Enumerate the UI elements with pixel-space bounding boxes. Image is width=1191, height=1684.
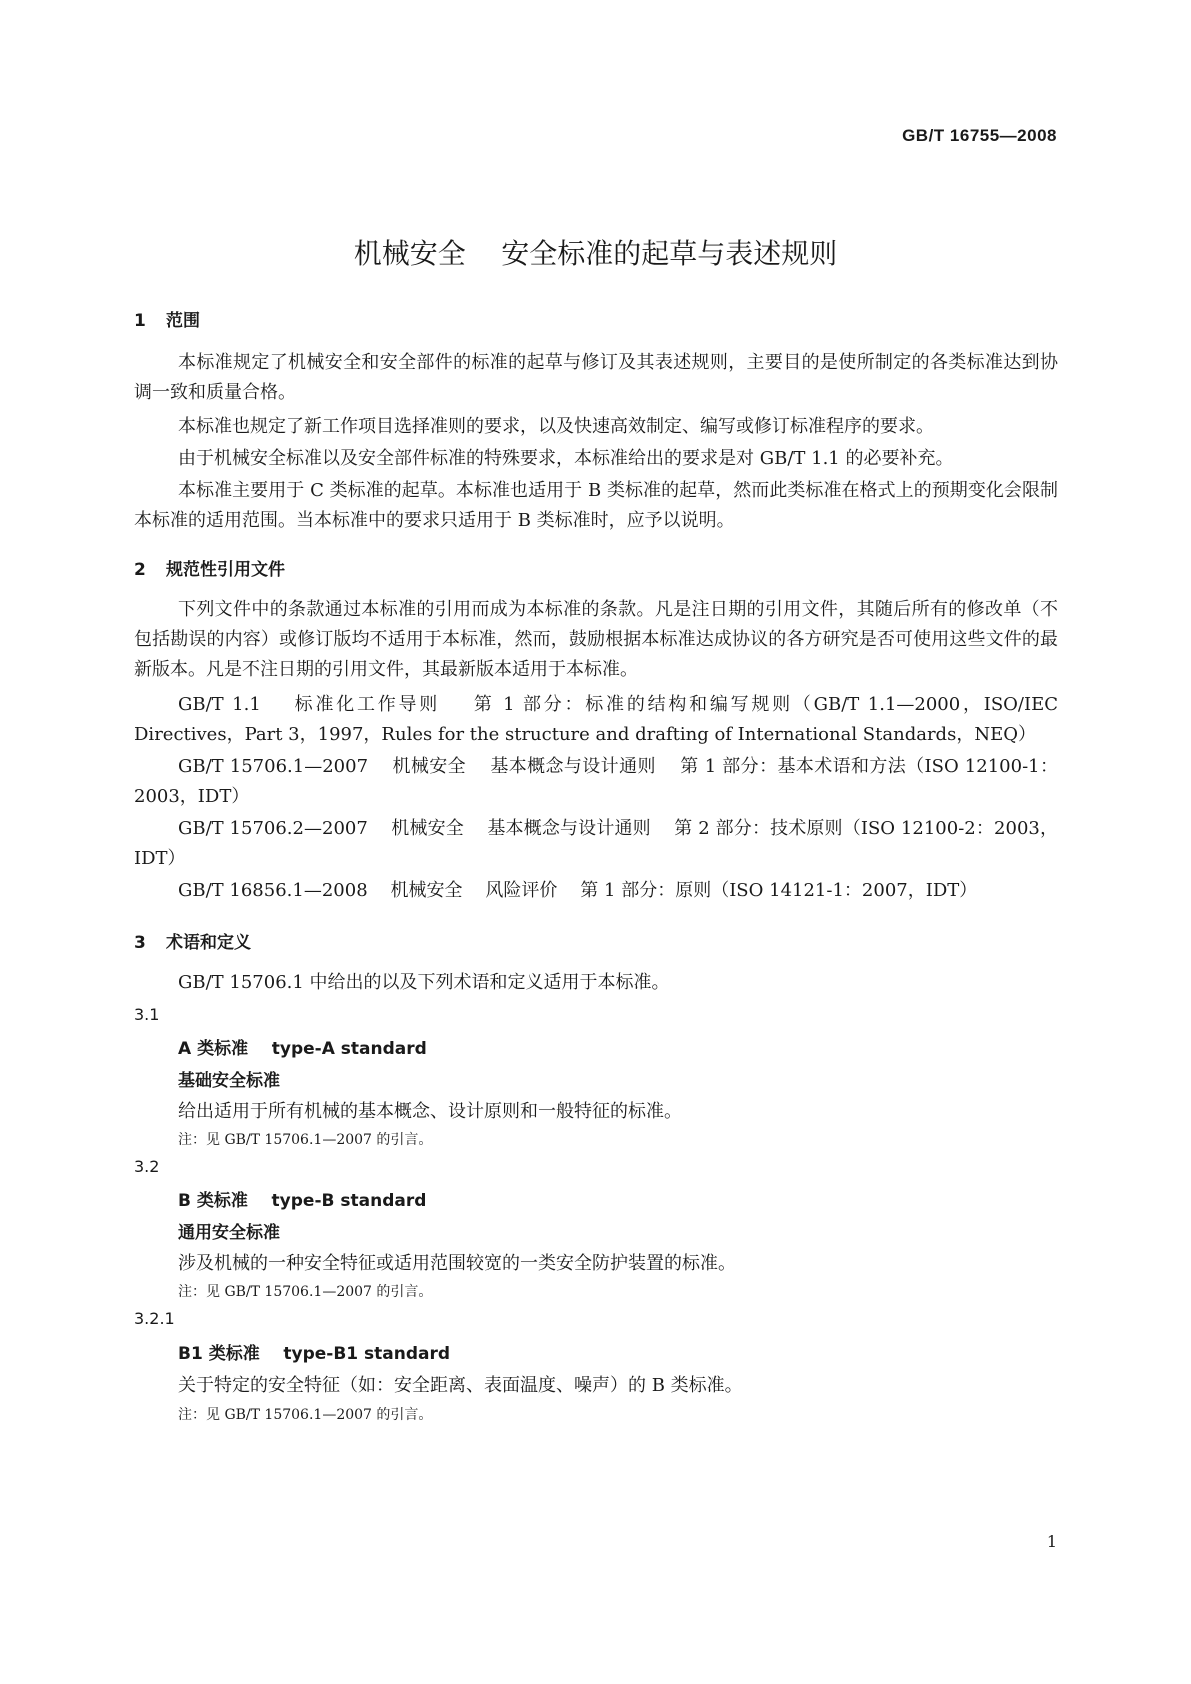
section-2-heading (134, 555, 285, 580)
section-number: 1 (134, 311, 146, 331)
scope-paragraph-2: 本标准也规定了新工作项目选择准则的要求，以及快速高效制定、编写或修订标准程序的要求。 (178, 416, 934, 437)
term-definition: 给出适用于所有机械的基本概念、设计原则和一般特征的标准。 (178, 1101, 682, 1122)
terms-intro: GB/T 15706.1 中给出的以及下列术语和定义适用于本标准。 (178, 972, 670, 993)
term-definition: 关于特定的安全特征（如：安全距离、表面温度、噪声）的 B 类标准。 (178, 1375, 743, 1396)
reference-gbt-1-1: GB/T 1.1 标准化工作导则 第 1 部分：标准的结构和编写规则（GB/T 1.1—2000，ISO/IEC Directives，Part 3，1997，Rules for the structure and drafting of International Standards，NEQ） (134, 694, 1064, 745)
term-alternative: 通用安全标准 (178, 1223, 280, 1243)
section-1-heading (134, 306, 200, 331)
document-title: 机械安全 安全标准的起草与表述规则 (353, 237, 838, 270)
reference-gbt-15706-2: GB/T 15706.2—2007 机械安全 基本概念与设计通则 第 2 部分：技术原则（ISO 12100-2：2003，IDT） (134, 818, 1058, 869)
scope-paragraph-1: 本标准规定了机械安全和安全部件的标准的起草与修订及其表述规则，主要目的是使所制定的各类标准达到协调一致和质量合格。 (134, 352, 1058, 403)
reference-gbt-15706-1: GB/T 15706.1—2007 机械安全 基本概念与设计通则 第 1 部分：基本术语和方法（ISO 12100-1：2003，IDT） (134, 756, 1058, 807)
term-note: 注：见 GB/T 15706.1—2007 的引言。 (178, 1132, 433, 1148)
section-number: 3 (134, 933, 146, 953)
term-number: 3.1 (134, 1005, 160, 1024)
term-note: 注：见 GB/T 15706.1—2007 的引言。 (178, 1407, 433, 1423)
term-note: 注：见 GB/T 15706.1—2007 的引言。 (178, 1284, 433, 1300)
section-number: 2 (134, 560, 146, 580)
page-number: 1 (1046, 1532, 1057, 1551)
standard-code: GB/T 16755—2008 (902, 126, 1057, 145)
section-title: 术语和定义 (166, 933, 251, 953)
scope-paragraph-3: 由于机械安全标准以及安全部件标准的特殊要求，本标准给出的要求是对 GB/T 1.1 的必要补充。 (178, 448, 954, 469)
reference-gbt-16856-1: GB/T 16856.1—2008 机械安全 风险评价 第 1 部分：原则（ISO 14121-1：2007，IDT） (178, 880, 978, 901)
term-number: 3.2.1 (134, 1309, 175, 1328)
section-3-heading (134, 928, 251, 953)
scope-paragraph-4: 本标准主要用于 C 类标准的起草。本标准也适用于 B 类标准的起草，然而此类标准在格式上的预期变化会限制本标准的适用范围。当本标准中的要求只适用于 B 类标准时，应予以说明。 (134, 480, 1058, 531)
term-title: B 类标准 type-B standard (178, 1191, 427, 1211)
term-alternative: 基础安全标准 (178, 1071, 280, 1091)
section-title: 规范性引用文件 (166, 560, 285, 580)
term-title: B1 类标准 type-B1 standard (178, 1344, 451, 1364)
normative-references-intro: 下列文件中的条款通过本标准的引用而成为本标准的条款。凡是注日期的引用文件，其随后所有的修改单（不包括勘误的内容）或修订版均不适用于本标准，然而，鼓励根据本标准达成协议的各方研究是否可使用这些文件的最新版本。凡是不注日期的引用文件，其最新版本适用于本标准。 (134, 599, 1058, 680)
section-title: 范围 (166, 311, 200, 331)
term-title: A 类标准 type-A standard (178, 1039, 427, 1059)
term-number: 3.2 (134, 1157, 160, 1176)
term-definition: 涉及机械的一种安全特征或适用范围较宽的一类安全防护装置的标准。 (178, 1253, 736, 1274)
